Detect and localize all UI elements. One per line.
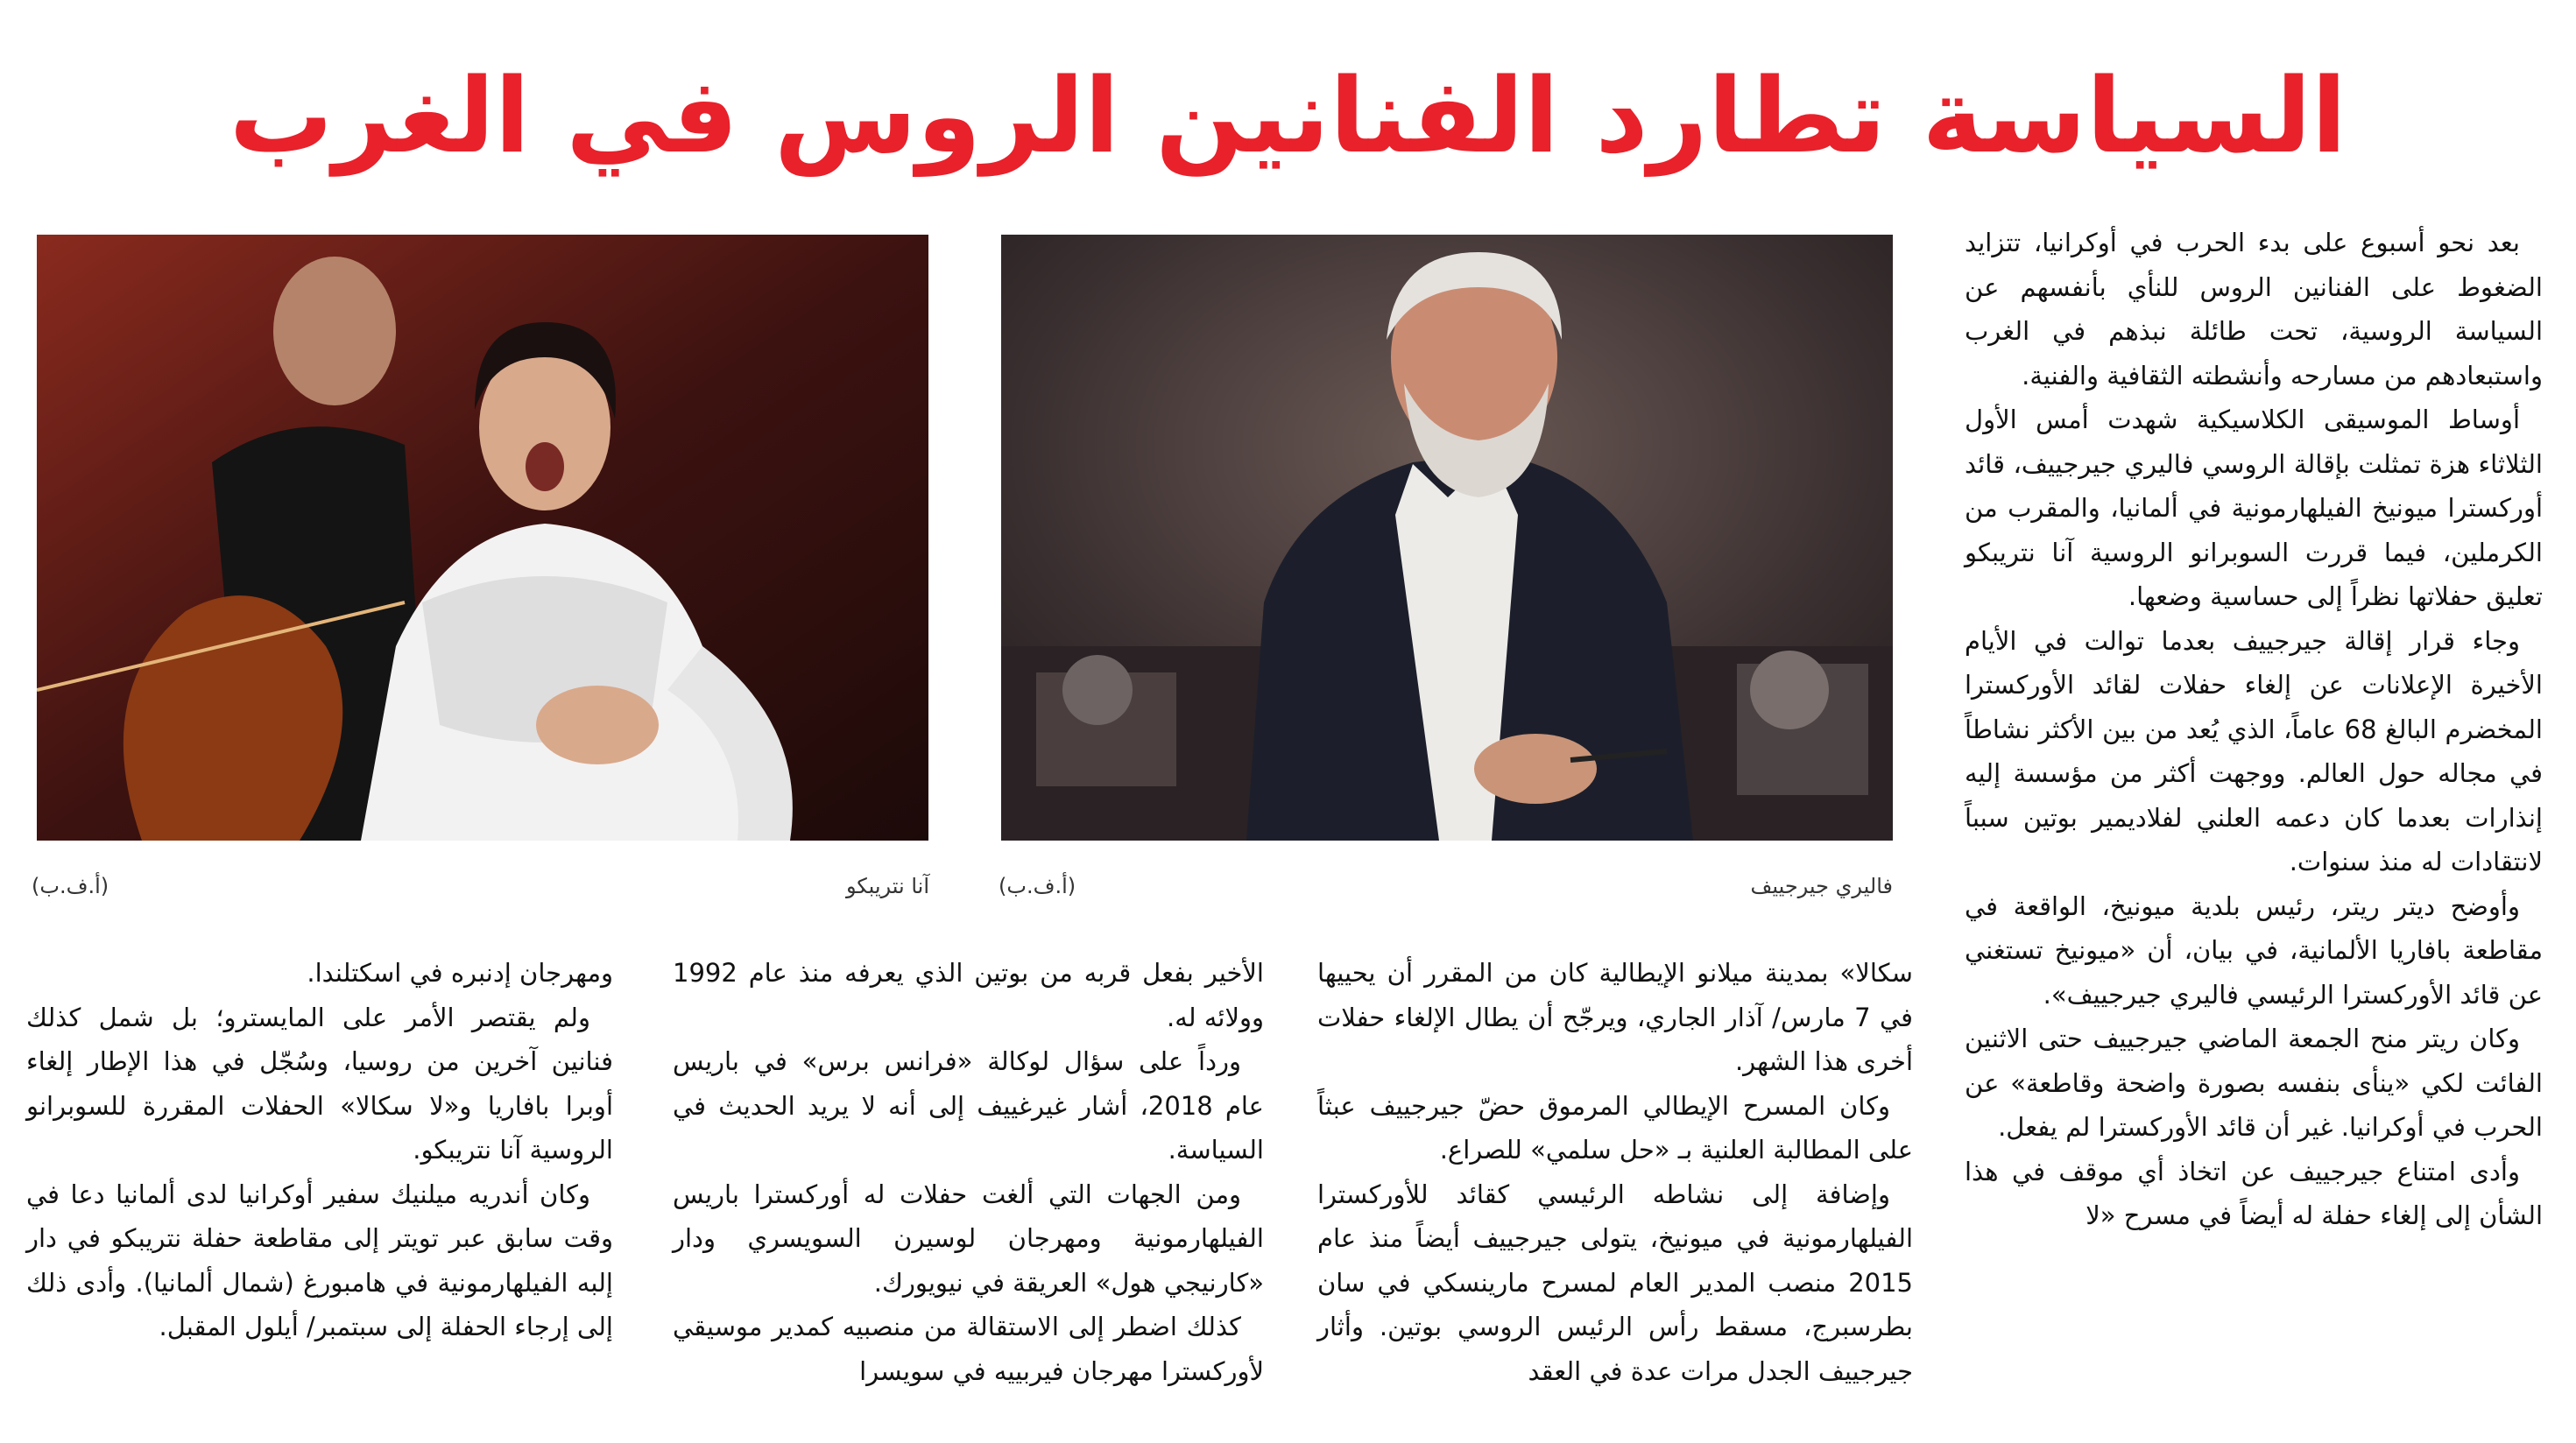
paragraph: كذلك اضطر إلى الاستقالة من منصبيه كمدير موسيقي لأوركسترا مهرجان فيربييه في سويسرا	[673, 1312, 1264, 1386]
paragraph: وكان المسرح الإيطالي المرموق حضّ جيرجييف عبثاً على المطالبة العلنية بـ «حل سلمي» للصراع.	[1317, 1090, 1913, 1165]
paragraph: أوساط الموسيقى الكلاسيكية شهدت أمس الأول الثلاثاء هزة تمثلت بإقالة الروسي فاليري جيرجييف، قائد أوركسترا ميونيخ الفيلهارمونية في ألمانيا، والمقرب من الكرملين، فيما قررت السوبرانو الروسية آنا نتريبكو تعليق حفلاتها نظراً إلى حساسية وضعها.	[1965, 405, 2543, 611]
paragraph: بعد نحو أسبوع على بدء الحرب في أوكرانيا، تتزايد الضغوط على الفنانين الروس للنأي بأنفسهم عن السياسة الروسية، تحت طائلة نبذهم في الغرب واستبعادهم من مسارحه وأنشطته الثقافية والفنية.	[1965, 228, 2543, 391]
paragraph: الأخير بفعل قربه من بوتين الذي يعرفه منذ عام 1992 وولائه له.	[673, 958, 1264, 1032]
paragraph: وأوضح ديتر ريتر، رئيس بلدية ميونيخ، الواقعة في مقاطعة بافاريا الألمانية، في بيان، أن «ميونيخ تستغني عن قائد الأوركسترا الرئيسي فاليري جيرجييف».	[1965, 890, 2543, 1010]
photo-caption-conductor: فاليري جيرجييف	[1750, 874, 1893, 898]
paragraph: وكان ريتر منح الجمعة الماضي جيرجييف حتى الاثنين الفائت لكي «ينأى بنفسه بصورة واضحة وقاطعة» عن الحرب في أوكرانيا. غير أن قائد الأوركسترا لم يفعل.	[1965, 1024, 2543, 1142]
article-column-3	[673, 951, 1264, 1393]
photo-soprano	[37, 235, 928, 841]
paragraph: وكان أندريه ميلنيك سفير أوكرانيا لدى ألمانيا دعا في وقت سابق عبر تويتر إلى مقاطعة حفلة نتريبكو في دار إلبه الفيلهارمونية في هامبورغ (شمال ألمانيا). وأدى ذلك إلى إرجاء الحفلة إلى سبتمبر/ أيلول المقبل.	[26, 1179, 613, 1341]
article-column-1	[1965, 221, 2543, 1238]
paragraph: ولم يقتصر الأمر على المايسترو؛ بل شمل كذلك فنانين آخرين من روسيا، وسُجّل في هذا الإطار إلغاء أوبرا بافاريا و«لا سكالا» الحفلات المقررة للسوبرانو الروسية آنا نتريبكو.	[26, 1002, 613, 1165]
photo-credit-soprano: (أ.ف.ب)	[32, 874, 109, 898]
photo-credit-conductor: (أ.ف.ب)	[999, 874, 1076, 898]
article-column-2	[1317, 951, 1913, 1393]
article-column-4	[26, 951, 613, 1349]
paragraph: وأدى امتناع جيرجييف عن اتخاذ أي موقف في هذا الشأن إلى إلغاء حفلة له أيضاً في مسرح «لا	[1965, 1156, 2543, 1230]
paragraph: ومن الجهات التي ألغت حفلات له أوركسترا باريس الفيلهارمونية ومهرجان لوسيرن السويسري ودار «كارنيجي هول» العريقة في نيويورك.	[673, 1179, 1264, 1298]
photo-caption-soprano: آنا نتريبكو	[845, 874, 929, 898]
paragraph: ومهرجان إدنبره في اسكتلندا.	[307, 958, 613, 988]
paragraph: وجاء قرار إقالة جيرجييف بعدما توالت في الأيام الأخيرة الإعلانات عن إلغاء حفلات لقائد الأوركسترا المخضرم البالغ 68 عاماً، الذي يُعد من بين الأكثر نشاطاً في مجاله حول العالم. ووجهت أكثر من مؤسسة إليه إنذارات بعدما كان دعمه العلني لفلاديمير بوتين سبباً لانتقادات له منذ سنوات.	[1965, 625, 2543, 876]
paragraph: ورداً على سؤال لوكالة «فرانس برس» في باريس عام 2018، أشار غيرغييف إلى أنه لا يريد الحديث في السياسة.	[673, 1046, 1264, 1165]
photo-conductor	[1001, 235, 1893, 841]
headline: السياسة تطارد الفنانين الروس في الغرب	[229, 55, 2347, 176]
paragraph: وإضافة إلى نشاطه الرئيسي كقائد للأوركسترا الفيلهارمونية في ميونيخ، يتولى جيرجييف أيضاً منذ عام 2015 منصب المدير العام لمسرح مارينسكي في سان بطرسبرج، مسقط رأس الرئيس الروسي بوتين. وأثار جيرجييف الجدل مرات عدة في العقد	[1317, 1179, 1913, 1386]
paragraph: سكالا» بمدينة ميلانو الإيطالية كان من المقرر أن يحييها في 7 مارس/ آذار الجاري، ويرجّح أن يطال الإلغاء حفلات أخرى هذا الشهر.	[1317, 958, 1913, 1076]
